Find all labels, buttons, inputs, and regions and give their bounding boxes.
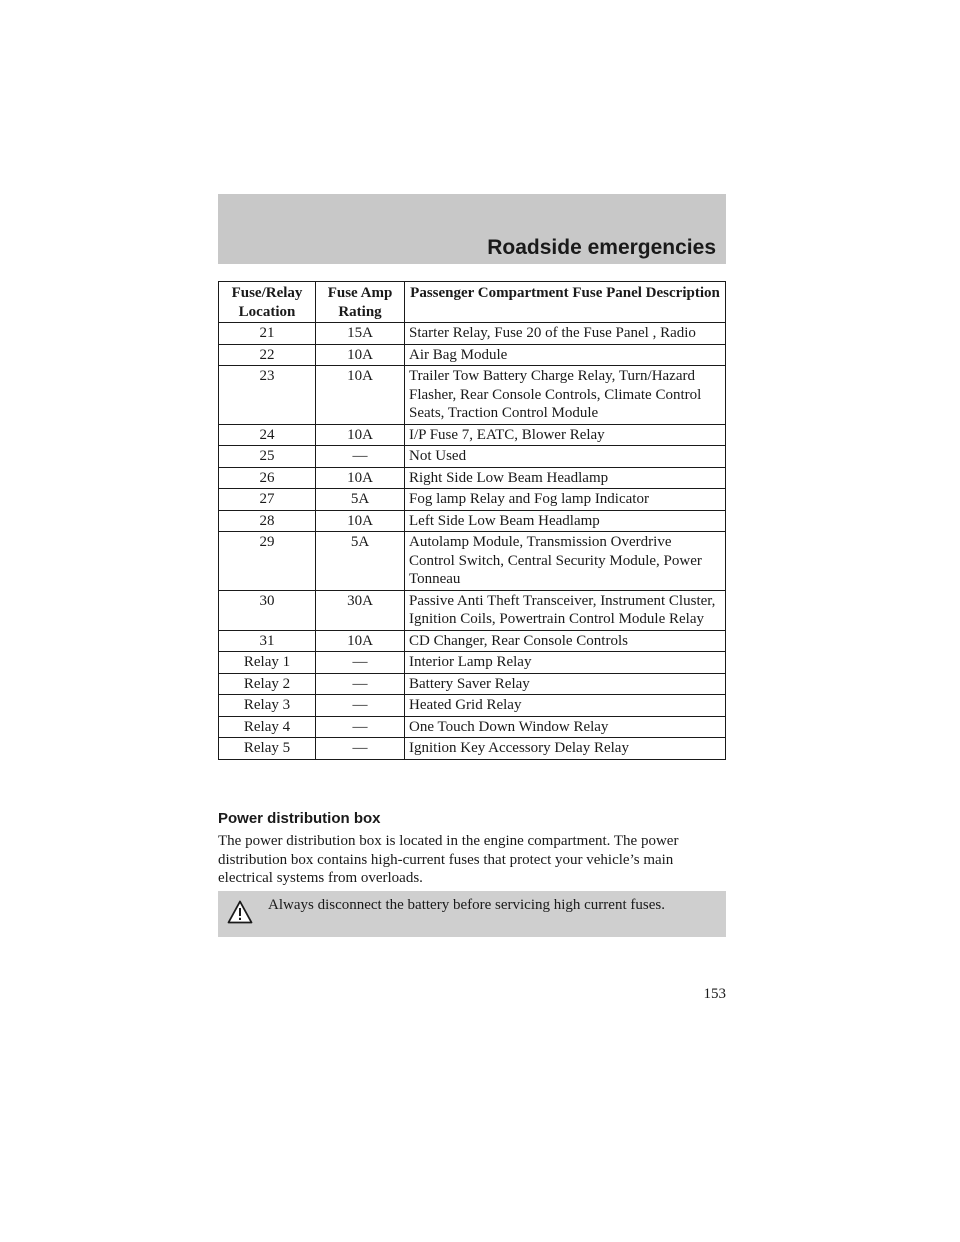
table-row	[219, 510, 726, 532]
table-row	[219, 590, 726, 630]
cell-description: Ignition Key Accessory Delay Relay	[405, 738, 726, 760]
cell-amp-rating: 10A	[316, 366, 405, 425]
table-row	[219, 344, 726, 366]
warning-box	[218, 891, 726, 937]
cell-location: 25	[219, 446, 316, 468]
cell-description: One Touch Down Window Relay	[405, 716, 726, 738]
cell-description: Autolamp Module, Transmission Overdrive Control Switch, Central Security Module, Power Tonneau	[405, 532, 726, 591]
cell-location: 21	[219, 323, 316, 345]
cell-amp-rating: 15A	[316, 323, 405, 345]
cell-description: Interior Lamp Relay	[405, 652, 726, 674]
column-header-amp-rating: Fuse Amp Rating	[316, 282, 405, 323]
cell-amp-rating: —	[316, 446, 405, 468]
table-row	[219, 673, 726, 695]
cell-description: Not Used	[405, 446, 726, 468]
table-row	[219, 446, 726, 468]
warning-triangle-icon	[227, 900, 253, 924]
cell-amp-rating: 30A	[316, 590, 405, 630]
cell-description: Air Bag Module	[405, 344, 726, 366]
cell-amp-rating: —	[316, 673, 405, 695]
table-row	[219, 716, 726, 738]
cell-location: 27	[219, 489, 316, 511]
cell-location: Relay 3	[219, 695, 316, 717]
table-row	[219, 489, 726, 511]
table-row	[219, 630, 726, 652]
cell-amp-rating: —	[316, 738, 405, 760]
fuse-table	[218, 281, 726, 760]
cell-location: 22	[219, 344, 316, 366]
cell-location: Relay 4	[219, 716, 316, 738]
cell-description: Battery Saver Relay	[405, 673, 726, 695]
cell-location: Relay 2	[219, 673, 316, 695]
fuse-table-body	[219, 323, 726, 760]
warning-text: Always disconnect the battery before servicing high current fuses.	[268, 897, 665, 913]
section-title: Roadside emergencies	[487, 236, 716, 259]
cell-location: 26	[219, 467, 316, 489]
cell-amp-rating: 10A	[316, 630, 405, 652]
cell-location: 24	[219, 424, 316, 446]
cell-description: Right Side Low Beam Headlamp	[405, 467, 726, 489]
power-distribution-paragraph: The power distribution box is located in the engine compartment. The power distribution box contains high-current fuses that protect your vehicle’s main electrical systems from overloads.	[218, 833, 679, 886]
cell-description: Passive Anti Theft Transceiver, Instrument Cluster, Ignition Coils, Powertrain Control Module Relay	[405, 590, 726, 630]
cell-description: CD Changer, Rear Console Controls	[405, 630, 726, 652]
power-distribution-heading: Power distribution box	[218, 810, 381, 827]
cell-amp-rating: 10A	[316, 424, 405, 446]
table-row	[219, 738, 726, 760]
cell-location: 30	[219, 590, 316, 630]
cell-location: 29	[219, 532, 316, 591]
cell-description: Starter Relay, Fuse 20 of the Fuse Panel , Radio	[405, 323, 726, 345]
cell-description: Fog lamp Relay and Fog lamp Indicator	[405, 489, 726, 511]
table-row	[219, 467, 726, 489]
cell-location: 23	[219, 366, 316, 425]
cell-amp-rating: 10A	[316, 510, 405, 532]
column-header-description: Passenger Compartment Fuse Panel Description	[405, 282, 726, 323]
cell-amp-rating: 5A	[316, 532, 405, 591]
cell-description: Left Side Low Beam Headlamp	[405, 510, 726, 532]
table-row	[219, 366, 726, 425]
cell-amp-rating: 10A	[316, 344, 405, 366]
cell-location: Relay 1	[219, 652, 316, 674]
cell-description: I/P Fuse 7, EATC, Blower Relay	[405, 424, 726, 446]
section-header	[218, 194, 726, 264]
cell-location: 28	[219, 510, 316, 532]
table-row	[219, 532, 726, 591]
column-header-location: Fuse/Relay Location	[219, 282, 316, 323]
cell-amp-rating: —	[316, 652, 405, 674]
table-row	[219, 652, 726, 674]
cell-location: 31	[219, 630, 316, 652]
cell-amp-rating: —	[316, 695, 405, 717]
table-row	[219, 323, 726, 345]
table-header-row	[219, 282, 726, 323]
cell-amp-rating: 5A	[316, 489, 405, 511]
cell-location: Relay 5	[219, 738, 316, 760]
cell-description: Trailer Tow Battery Charge Relay, Turn/Hazard Flasher, Rear Console Controls, Climate Control Seats, Traction Control Module	[405, 366, 726, 425]
cell-amp-rating: 10A	[316, 467, 405, 489]
page-number: 153	[703, 986, 726, 1002]
cell-amp-rating: —	[316, 716, 405, 738]
cell-description: Heated Grid Relay	[405, 695, 726, 717]
table-row	[219, 695, 726, 717]
table-row	[219, 424, 726, 446]
